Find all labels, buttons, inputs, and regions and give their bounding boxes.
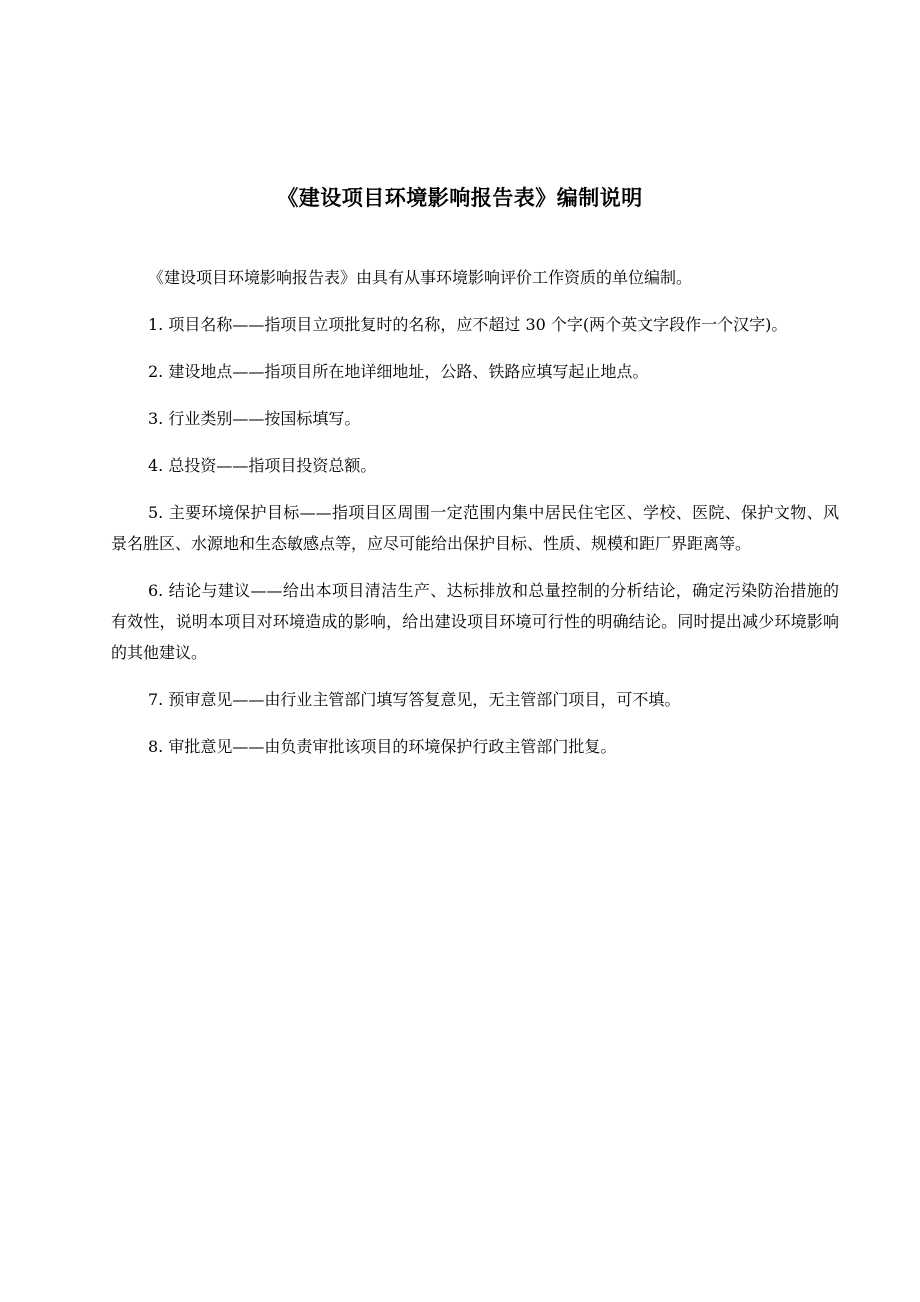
item-pre-review: 7. 预审意见——由行业主管部门填写答复意见，无主管部门项目，可不填。	[148, 690, 681, 709]
item-industry-category: 3. 行业类别——按国标填写。	[148, 409, 361, 428]
item-total-investment: 4. 总投资——指项目投资总额。	[148, 456, 377, 475]
item-approval: 8. 审批意见——由负责审批该项目的环境保护行政主管部门批复。	[148, 737, 617, 756]
document-body	[111, 262, 839, 778]
item-construction-site: 2. 建设地点——指项目所在地详细地址，公路、铁路应填写起止地点。	[148, 362, 649, 381]
item-protection-targets: 5. 主要环境保护目标——指项目区周围一定范围内集中居民住宅区、学校、医院、保护文物、风景名胜区、水源地和生态敏感点等，应尽可能给出保护目标、性质、规模和距厂界距离等。	[111, 503, 839, 553]
item-conclusions: 6. 结论与建议——给出本项目清洁生产、达标排放和总量控制的分析结论，确定污染防治措施的有效性，说明本项目对环境造成的影响，给出建设项目环境可行性的明确结论。同时提出减少环境影响的其他建议。	[111, 581, 839, 662]
page-title: 《建设项目环境影响报告表》编制说明	[277, 185, 643, 211]
intro-paragraph: 《建设项目环境影响报告表》由具有从事环境影响评价工作资质的单位编制。	[148, 268, 693, 287]
item-project-name: 1. 项目名称——指项目立项批复时的名称，应不超过 30 个字(两个英文字段作一个汉字)。	[148, 315, 788, 334]
